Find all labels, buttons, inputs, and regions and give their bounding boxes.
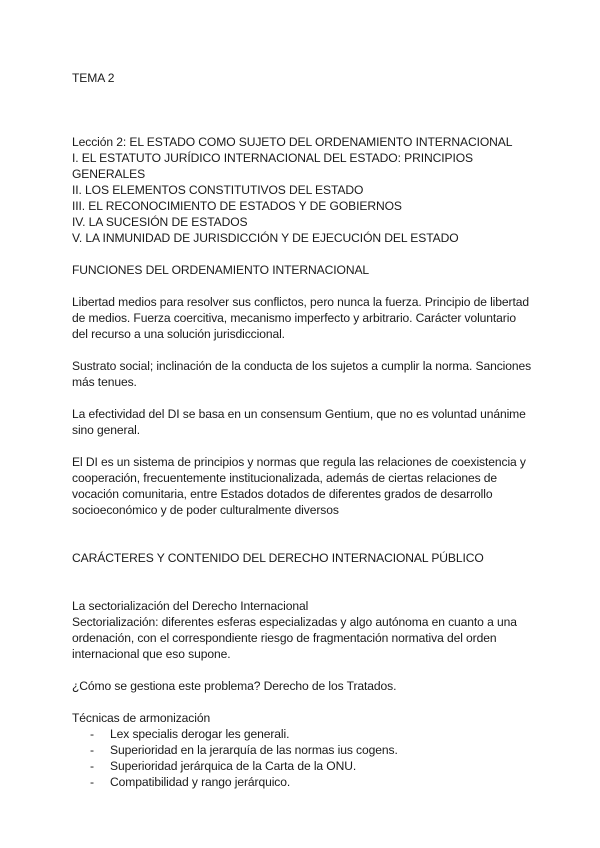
paragraph: Sectorialización: diferentes esferas especializadas y algo autónoma en cuanto a una ordenación, con el correspondiente riesgo de fragmentación normativa del orden internacional que eso supone. [72, 615, 517, 661]
lesson-item: III. EL RECONOCIMIENTO DE ESTADOS Y DE GOBIERNOS [72, 199, 402, 213]
dash-marker: - [90, 727, 94, 741]
paragraph: La efectividad del DI se basa en un consensum Gentium, que no es voluntad unánime sino general. [72, 407, 526, 437]
document-page [72, 70, 532, 790]
document-title: TEMA 2 [72, 71, 115, 85]
list-item-text: Superioridad en la jerarquía de las normas ius cogens. [110, 743, 398, 757]
list-item-text: Superioridad jerárquica de la Carta de la ONU. [110, 759, 357, 773]
techniques-list [72, 726, 532, 790]
lesson-item: IV. LA SUCESIÓN DE ESTADOS [72, 215, 248, 229]
list-item [72, 758, 532, 774]
lesson-item: V. LA INMUNIDAD DE JURISDICCIÓN Y DE EJECUCIÓN DEL ESTADO [72, 231, 459, 245]
dash-marker: - [90, 743, 94, 757]
paragraph: El DI es un sistema de principios y normas que regula las relaciones de coexistencia y cooperación, frecuentemente institucionalizada, además de ciertas relaciones de vocación comunitaria, entre Estados dotados de diferentes grados de desarrollo socioeconómico y de poder culturalmente diversos [72, 455, 526, 517]
lesson-item: I. EL ESTATUTO JURÍDICO INTERNACIONAL DEL ESTADO: PRINCIPIOS GENERALES [72, 151, 473, 181]
techniques-heading: Técnicas de armonización [72, 711, 211, 725]
paragraph: Libertad medios para resolver sus conflictos, pero nunca la fuerza. Principio de libertad de medios. Fuerza coercitiva, mecanismo imperfecto y arbitrario. Carácter voluntario del recurso a una solución jurisdiccional. [72, 295, 529, 341]
section-heading-funciones: FUNCIONES DEL ORDENAMIENTO INTERNACIONAL [72, 263, 370, 277]
lesson-heading: Lección 2: EL ESTADO COMO SUJETO DEL ORDENAMIENTO INTERNACIONAL [72, 135, 513, 149]
list-item-text: Lex specialis derogar les generali. [110, 727, 290, 741]
list-item [72, 742, 532, 758]
question-line: ¿Cómo se gestiona este problema? Derecho de los Tratados. [72, 679, 397, 693]
list-item [72, 726, 532, 742]
dash-marker: - [90, 775, 94, 789]
paragraph: Sustrato social; inclinación de la conducta de los sujetos a cumplir la norma. Sanciones más tenues. [72, 359, 532, 389]
list-item [72, 774, 532, 790]
list-item-text: Compatibilidad y rango jerárquico. [110, 775, 291, 789]
dash-marker: - [90, 759, 94, 773]
lesson-item: II. LOS ELEMENTOS CONSTITUTIVOS DEL ESTADO [72, 183, 364, 197]
section-heading-caracteres: CARÁCTERES Y CONTENIDO DEL DERECHO INTERNACIONAL PÚBLICO [72, 551, 484, 565]
subheading-sectorializacion: La sectorialización del Derecho Internacional [72, 599, 309, 613]
